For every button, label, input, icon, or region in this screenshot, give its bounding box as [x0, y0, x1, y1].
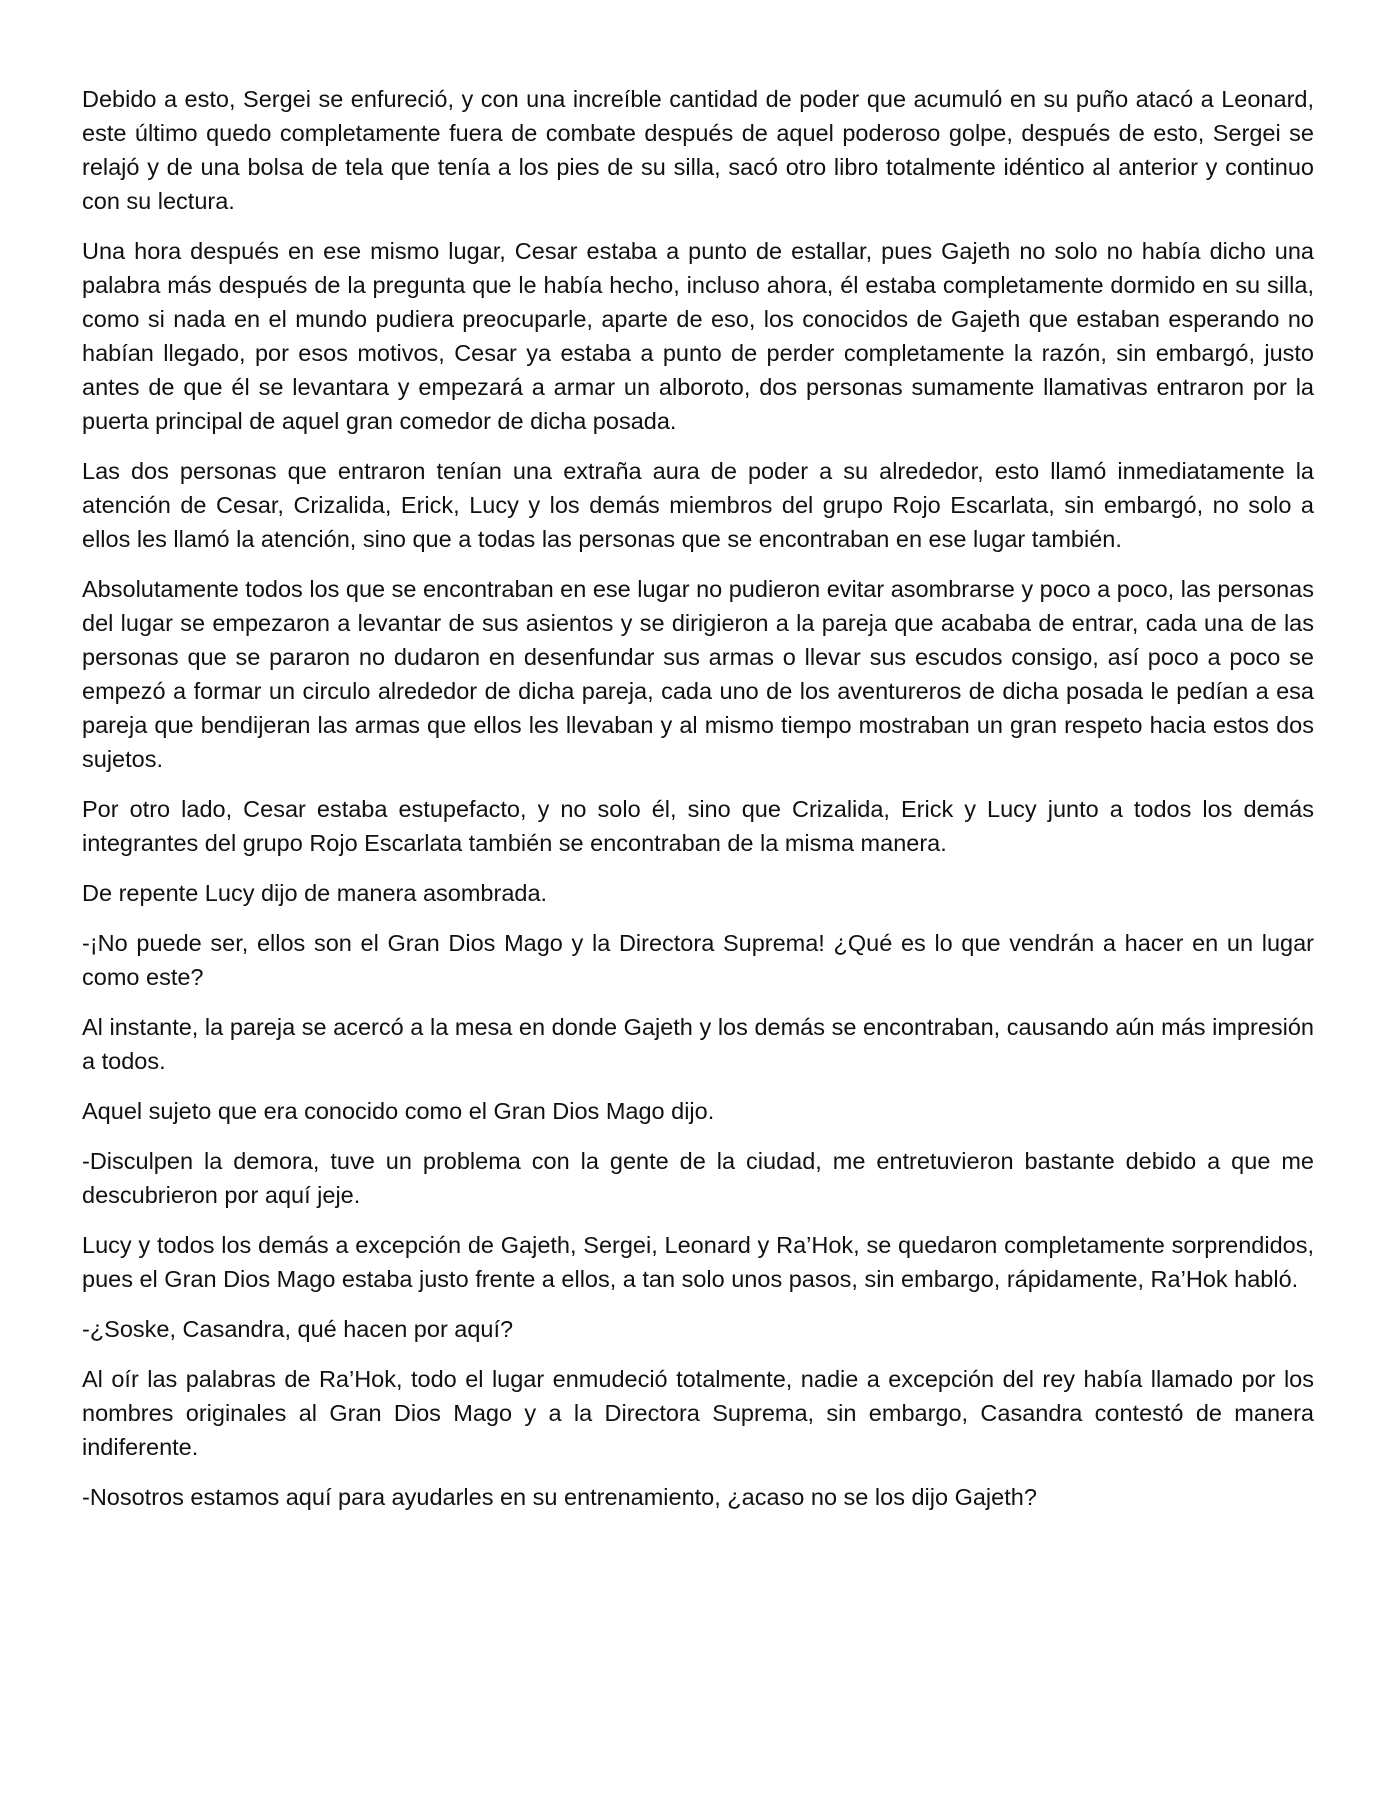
paragraph-9: Aquel sujeto que era conocido como el Gran Dios Mago dijo.: [82, 1098, 715, 1124]
document-page: [82, 82, 1314, 1530]
paragraph-13: Al oír las palabras de Ra’Hok, todo el lugar enmudeció totalmente, nadie a excepción del rey había llamado por los nombres originales al Gran Dios Mago y a la Directora Suprema, sin embargo, Casandra contestó de manera indiferente.: [82, 1366, 1314, 1460]
paragraph-12: -¿Soske, Casandra, qué hacen por aquí?: [82, 1316, 514, 1342]
paragraph-6: De repente Lucy dijo de manera asombrada.: [82, 880, 548, 906]
paragraph-2: Una hora después en ese mismo lugar, Cesar estaba a punto de estallar, pues Gajeth no solo no había dicho una palabra más después de la pregunta que le había hecho, incluso ahora, él estaba completamente dormido en su silla, como si nada en el mundo pudiera preocuparle, aparte de eso, los conocidos de Gajeth que estaban esperando no habían llegado, por esos motivos, Cesar ya estaba a punto de perder completamente la razón, sin embargó, justo antes de que él se levantara y empezará a armar un alboroto, dos personas sumamente llamativas entraron por la puerta principal de aquel gran comedor de dicha posada.: [82, 238, 1314, 434]
paragraph-10: -Disculpen la demora, tuve un problema con la gente de la ciudad, me entretuvieron bastante debido a que me descubrieron por aquí jeje.: [82, 1148, 1314, 1208]
paragraph-7: -¡No puede ser, ellos son el Gran Dios Mago y la Directora Suprema! ¿Qué es lo que vendrán a hacer en un lugar como este?: [82, 930, 1314, 990]
paragraph-11: Lucy y todos los demás a excepción de Gajeth, Sergei, Leonard y Ra’Hok, se quedaron completamente sorprendidos, pues el Gran Dios Mago estaba justo frente a ellos, a tan solo unos pasos, sin embargo, rápidamente, Ra’Hok habló.: [82, 1232, 1314, 1292]
paragraph-14: -Nosotros estamos aquí para ayudarles en su entrenamiento, ¿acaso no se los dijo Gajeth?: [82, 1484, 1037, 1510]
paragraph-4: Absolutamente todos los que se encontraban en ese lugar no pudieron evitar asombrarse y poco a poco, las personas del lugar se empezaron a levantar de sus asientos y se dirigieron a la pareja que acababa de entrar, cada una de las personas que se pararon no dudaron en desenfundar sus armas o llevar sus escudos consigo, así poco a poco se empezó a formar un circulo alrededor de dicha pareja, cada uno de los aventureros de dicha posada le pedían a esa pareja que bendijeran las armas que ellos les llevaban y al mismo tiempo mostraban un gran respeto hacia estos dos sujetos.: [82, 576, 1314, 772]
paragraph-5: Por otro lado, Cesar estaba estupefacto, y no solo él, sino que Crizalida, Erick y Lucy junto a todos los demás integrantes del grupo Rojo Escarlata también se encontraban de la misma manera.: [82, 796, 1314, 856]
paragraph-3: Las dos personas que entraron tenían una extraña aura de poder a su alrededor, esto llamó inmediatamente la atención de Cesar, Crizalida, Erick, Lucy y los demás miembros del grupo Rojo Escarlata, sin embargó, no solo a ellos les llamó la atención, sino que a todas las personas que se encontraban en ese lugar también.: [82, 458, 1314, 552]
paragraph-1: Debido a esto, Sergei se enfureció, y con una increíble cantidad de poder que acumuló en su puño atacó a Leonard, este último quedo completamente fuera de combate después de aquel poderoso golpe, después de esto, Sergei se relajó y de una bolsa de tela que tenía a los pies de su silla, sacó otro libro totalmente idéntico al anterior y continuo con su lectura.: [82, 86, 1314, 214]
paragraph-8: Al instante, la pareja se acercó a la mesa en donde Gajeth y los demás se encontraban, causando aún más impresión a todos.: [82, 1014, 1314, 1074]
